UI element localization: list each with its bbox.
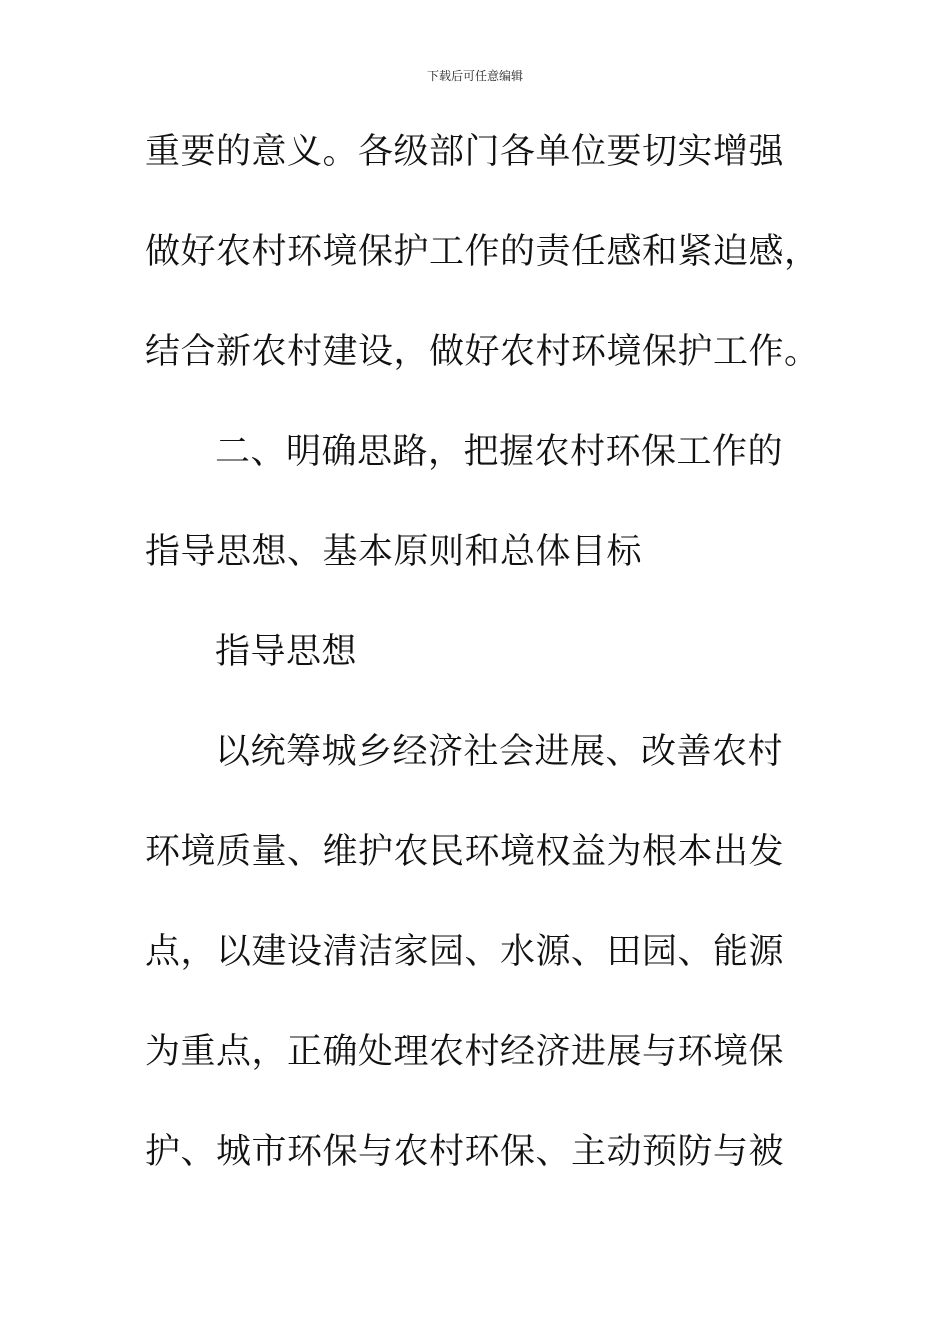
- paragraph-line: 重要的意义。各级部门各单位要切实增强: [145, 132, 785, 172]
- paragraph-line: 以统筹城乡经济社会进展、改善农村: [215, 732, 784, 772]
- paragraph-line: 做好农村环境保护工作的责任感和紧迫感，: [145, 232, 820, 272]
- paragraph-line: 为重点，正确处理农村经济进展与环境保: [145, 1032, 785, 1072]
- body-text: [145, 122, 825, 1222]
- paragraph-line: 环境质量、维护农民环境权益为根本出发: [145, 832, 785, 872]
- subheading-line: 指导思想: [215, 632, 358, 672]
- paragraph-line: 结合新农村建设，做好农村环境保护工作。: [145, 332, 820, 372]
- paragraph-line: 护、城市环保与农村环保、主动预防与被: [145, 1132, 785, 1172]
- header-note: 下载后可任意编辑: [426, 69, 523, 83]
- section-heading-line: 二、明确思路，把握农村环保工作的: [215, 432, 784, 472]
- paragraph-line: 点，以建设清洁家园、水源、田园、能源: [145, 932, 785, 972]
- section-heading-line: 指导思想、基本原则和总体目标: [145, 532, 643, 572]
